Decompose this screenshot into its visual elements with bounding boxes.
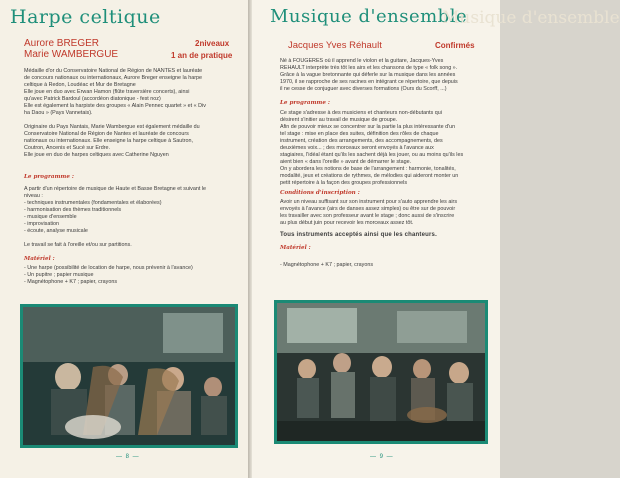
left-page-title: Harpe celtique (10, 6, 161, 28)
bio-aurore (24, 68, 244, 117)
materiel-line: - Un pupitre ; papier musique (24, 272, 94, 278)
bio-line: qu'avec Patrick Bardoul (accordéon diatonique - fest noz) (24, 96, 161, 102)
right-page-title: Musique d'ensemble (270, 6, 468, 27)
programme-line: instrument, création des arrangements, des accompagnements, des (280, 138, 443, 144)
conditions-line: les travailler avec son professeur avant le stage ; donc aussi de s'inscrire (280, 213, 455, 219)
harp-class-photo (20, 304, 238, 448)
bio-line: Conservatoire National de Région de Nantes et lauréate de concours (24, 131, 189, 137)
materiel-list (280, 262, 492, 269)
bio-marie (24, 124, 244, 159)
programme-line: A partir d'un répertoire de musique de Haute et Basse Bretagne et suivant le (24, 186, 207, 192)
page-number-left: — 8 — (116, 454, 140, 460)
bio-line: Elle joue en duo de harpes celtiques avec Catherine Nguyen (24, 152, 169, 158)
programme-list (24, 186, 244, 235)
bio-line: il ne cesse de conjuguer avec diverses formations (Ours du Scorff, ...) (280, 86, 447, 92)
programme-line: niveau : (24, 193, 43, 199)
materiel-line: - Magnétophone + K7 ; papier, crayons (280, 262, 374, 268)
bio-line: Médaille d'or du Conservatoire National de Région de NANTES et lauréate (24, 68, 203, 74)
programme-line: - écoute, analyse musicale (24, 228, 88, 234)
ensemble-class-photo (274, 300, 488, 444)
programme-line: tel stage : mise en place des suites, définition des rôles de chaque (280, 131, 439, 137)
programme-heading: Le programme : (280, 100, 330, 106)
bio-line: REHAULT interprète très tôt les airs et les chansons de type « folk song ». (280, 65, 458, 71)
right-page (252, 0, 620, 478)
left-page (0, 0, 248, 478)
programme-line: Afin de pouvoir mieux se concentrer sur la partie la plus intéressante d'un (280, 124, 456, 130)
ensemble-class-photo-image (277, 303, 485, 441)
programme-heading: Le programme : (24, 174, 74, 180)
conditions-line: au plus début juin pour recevoir les morceaux assez tôt. (280, 220, 414, 226)
programme-line: On y abordera les notions de base de l'arrangement : harmonie, tonalités, (280, 166, 456, 172)
teacher-name-2: Marie WAMBERGUE (24, 49, 119, 60)
bio-line: de concours nationaux ou internationaux, Aurore Breger enseigne la harpe (24, 75, 203, 81)
materiel-heading: Matériel : (280, 245, 311, 251)
programme-text (280, 110, 492, 187)
conditions-text (280, 199, 492, 227)
materiel-heading: Matériel : (24, 256, 55, 262)
bio-line: Grâce à la vague bretonnante qui déferle sur la musique dans les années (280, 72, 456, 78)
programme-line: aient bien « dans l'oreille » avant de démarrer le stage. (280, 159, 412, 165)
bio-line: Originaire du Pays Nantais, Marie Wambergue est également médaille du (24, 124, 200, 130)
conditions-heading: Conditions d'inscription : (280, 190, 360, 196)
conditions-line: envoyés à l'avance (airs de danses assez simples) ou être sur de pouvoir (280, 206, 456, 212)
practice-label: 1 an de pratique (171, 51, 233, 60)
programme-note: Le travail se fait à l'oreille et/ou sur partitions. (24, 242, 132, 248)
level-label: 2niveaux (195, 39, 230, 48)
bio-jacques-yves (280, 58, 492, 93)
bio-line: celtique à Redon, Loudéac et Mur de Bretagne (24, 82, 136, 88)
programme-line: - improvisation (24, 221, 60, 227)
programme-line: petit répertoire à la façon des groupes professionnels (280, 180, 408, 186)
programme-line: - techniques instrumentales (fondamentales et élaborées) (24, 200, 162, 206)
ghost-title-watermark: Musique d'ensemble (442, 8, 620, 28)
level-label: Confirmés (435, 41, 475, 50)
bio-line: nationaux ou internationaux. Elle enseigne la harpe celtique à Sautron, (24, 138, 194, 144)
programme-line: Ce stage s'adresse à des musiciens et chanteurs non-débutants qui (280, 110, 442, 116)
bio-line: Elle est également la harpiste des groupes « Alain Pennec quartet » et « Div (24, 103, 206, 109)
programme-line: modalité, jeux et créations de rythmes, de mélodies qui aideront monter un (280, 173, 459, 179)
bio-line: Né à FOUGERES où il apprend le violon et la guitare, Jacques-Yves (280, 58, 444, 64)
all-instruments-note: Tous instruments acceptés ainsi que les chanteurs. (280, 232, 437, 238)
materiel-list (24, 265, 244, 286)
programme-line: - musique d'ensemble (24, 214, 77, 220)
harp-class-photo-image (23, 307, 235, 445)
teacher-name-1: Aurore BREGER (24, 38, 100, 49)
bio-line: Coutron, Ancenis et Sucé sur Erdre. (24, 145, 110, 151)
teacher-name: Jacques Yves Réhault (288, 40, 382, 51)
conditions-line: Avoir un niveau suffisant sur son instrument pour s'auto apprendre les airs (280, 199, 458, 205)
programme-line: stagiaires, l'idéal étant qu'ils les sachent déjà les jouer, ou au moins qu'ils les (280, 152, 464, 158)
programme-line: deuxièmes voix... ; des morceaux seront envoyés à l'avance aux (280, 145, 434, 151)
programme-line: désirent s'initier au travail de musique de groupe. (280, 117, 398, 123)
bio-line: 1970, il se rapproche de ses racines en intégrant ce répertoire, que depuis (280, 79, 458, 85)
materiel-line: - Magnétophone + K7 ; papier, crayons (24, 279, 118, 285)
materiel-line: - Une harpe (possibilité de location de harpe, nous prévenir à l'avance) (24, 265, 193, 271)
bio-line: Elle joue en duo avec Erwan Hamon (flûte traversière concerts), ainsi (24, 89, 190, 95)
programme-line: - harmonisation des thèmes traditionnels (24, 207, 122, 213)
bio-line: ha Daou » (Pays Vannetais). (24, 110, 93, 116)
page-number-right: — 9 — (370, 454, 394, 460)
